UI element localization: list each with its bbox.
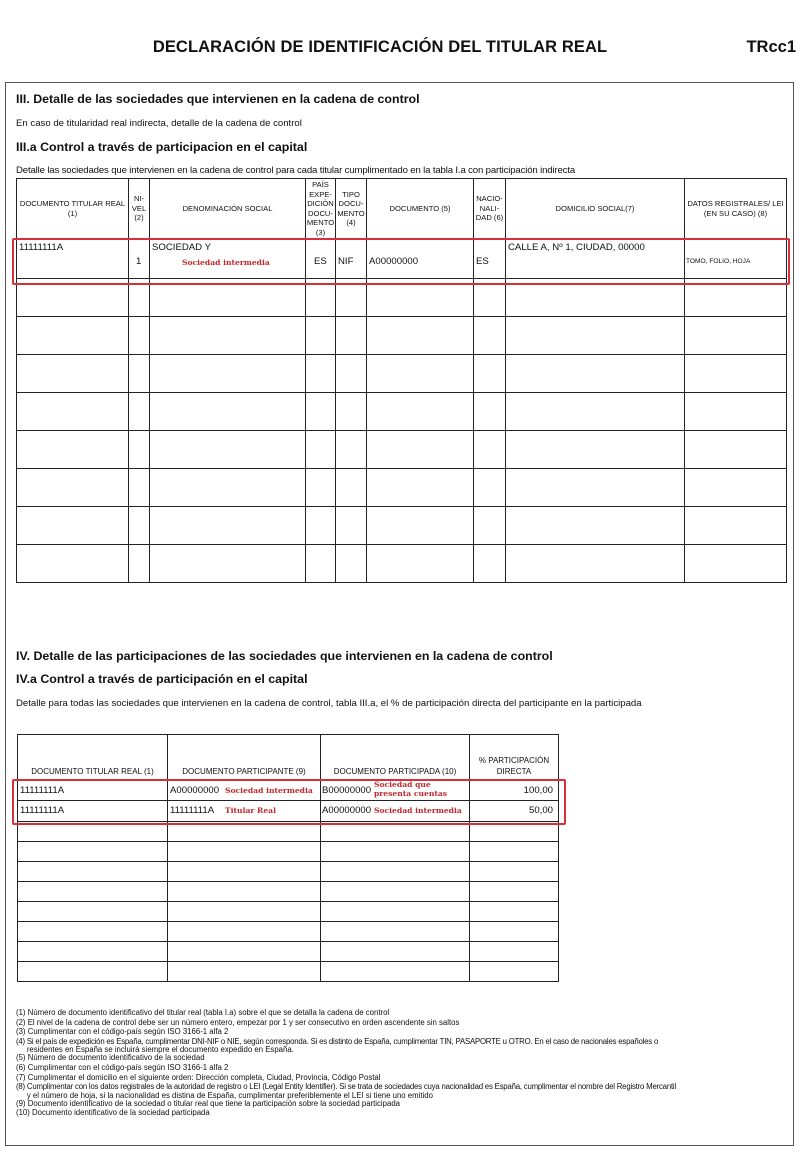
footnote: (3) Cumplimentar con el código-país según ISO 3166-1 alfa 2: [16, 1027, 229, 1037]
col-participada: DOCUMENTO PARTICIPADA (10): [321, 735, 470, 780]
col-pais: PAÍS EXPE- DICIÓN DOCU- MENTO (3): [306, 180, 335, 237]
section4-subheading: IV.a Control a través de participación en el capital: [16, 672, 308, 686]
footnote: y el número de hoja, si la nacionalidad es distina de España, cumplimentar preferiblemente el LEI si tiene uno emitido: [16, 1090, 433, 1100]
titular-value: 11111111A: [20, 805, 65, 816]
registrales-value: TOMO, FOLIO, HOJA: [686, 258, 751, 265]
col-documento: DOCUMENTO (5): [367, 179, 474, 239]
section3-description: Detalle las sociedades que intervienen en la cadena de control para cada titular cumplimentado en la tabla I.a con participación indirecta: [16, 165, 576, 176]
participante-annotation: Titular Real: [225, 806, 276, 815]
section4-description: Detalle para todas las sociedades que intervienen en la cadena de control, tabla III.a, el % de participación directa del participante en la participada: [16, 698, 642, 709]
col-documento-titular: DOCUMENTO TITULAR REAL (1): [17, 179, 129, 239]
participada-annotation: Sociedad que presenta cuentas: [374, 780, 448, 798]
denominacion-annotation: Sociedad intermedia: [182, 258, 270, 267]
domicilio-value: CALLE A, Nº 1, CIUDAD, 00000: [508, 242, 645, 253]
participada-value: A00000000: [322, 805, 372, 816]
table-row: [18, 842, 559, 862]
table-row: [17, 317, 787, 355]
participante-value: 11111111A: [170, 805, 215, 816]
participante-annotation: Sociedad intermedia: [225, 786, 313, 795]
titular-value: 11111111A: [20, 785, 65, 796]
form-code: TRcc1: [746, 38, 796, 56]
table-row: [18, 962, 559, 982]
participations-table: [17, 734, 559, 982]
col-nacionalidad: NACIO- NALI- DAD (6): [474, 179, 506, 239]
porcentaje-value: 100,00: [523, 785, 553, 796]
tipo-value: NIF: [338, 256, 354, 267]
footnote: (8) Cumplimentar con los datos registrales de la autoridad de registro o LEI (Legal Entity Identifier). Si se trata de sociedades cuya nacionalidad es España, cumplimentar el nombre del Registro Mercantil: [16, 1082, 676, 1092]
table-row: [18, 922, 559, 942]
table-row: [17, 469, 787, 507]
documento-titular-value: 11111111A: [19, 242, 64, 253]
page-title: DECLARACIÓN DE IDENTIFICACIÓN DEL TITULAR REAL: [152, 38, 608, 56]
table-row: [18, 862, 559, 882]
col-tipo: TIPO DOCU- MENTO (4): [336, 179, 367, 239]
highlight-box: [12, 238, 790, 285]
table-row: [17, 393, 787, 431]
pais-value: ES: [314, 256, 327, 267]
footnote: (9) Documento identificativo de la sociedad o titular real que tiene la participación sobre la sociedad participada: [16, 1098, 401, 1108]
footnotes: [16, 1008, 776, 1118]
footnote: (7) Cumplimentar el domicilio en el siguiente orden: Dirección completa, Ciudad, Provincia, Código Postal: [16, 1072, 381, 1082]
section3-intro: En caso de titularidad real indirecta, detalle de la cadena de control: [16, 118, 302, 129]
col-registrales: DATOS REGISTRALES/ LEI (EN SU CASO) (8): [685, 179, 787, 239]
table-row: [17, 507, 787, 545]
nivel-value: 1: [136, 256, 142, 267]
footnote: (10) Documento identificativo de la sociedad participada: [16, 1108, 210, 1118]
participada-value: B00000000: [322, 785, 372, 796]
porcentaje-value: 50,00: [528, 805, 553, 816]
footnote: (4) Si el país de expedición es España, cumplimentar DNI-NIF o NIE, según corresponda. Si es distinto de España, cumplimentar TIN, PASAPORTE u OTRO. En el caso de nacionales españoles o: [16, 1036, 659, 1046]
col-denominacion: DENOMINACIÓN SOCIAL: [150, 179, 306, 239]
footnote: (2) El nivel de la cadena de control debe ser un número entero, empezar por 1 y ser consecutivo en orden ascendente sin saltos: [16, 1017, 460, 1027]
table-row: [17, 545, 787, 583]
col-documento-titular: DOCUMENTO TITULAR REAL (1): [18, 735, 168, 780]
denominacion-value: SOCIEDAD Y: [152, 242, 212, 253]
documento-soc-value: A00000000: [369, 256, 419, 267]
col-porcentaje: % PARTICIPACIÓN DIRECTA: [470, 735, 559, 780]
table-row: [17, 355, 787, 393]
participante-value: A00000000: [170, 785, 220, 796]
footnote: (6) Cumplimentar con el código-país según ISO 3166-1 alfa 2: [16, 1062, 229, 1072]
section3-heading: III. Detalle de las sociedades que intervienen en la cadena de control: [16, 92, 420, 106]
participada-annotation: Sociedad intermedia: [374, 806, 462, 815]
col-domicilio: DOMICILIO SOCIAL(7): [506, 179, 685, 239]
footnote: residentes en España se incluirá siempre el documento expedido en España.: [16, 1045, 294, 1055]
footnote: (1) Número de documento identificativo del titular real (tabla I.a) sobre el que se detalla la cadena de control: [16, 1008, 390, 1017]
footnote: (5) Número de documento identificativo de la sociedad: [16, 1053, 205, 1063]
table-row: [18, 882, 559, 902]
col-participante: DOCUMENTO PARTICIPANTE (9): [168, 735, 321, 780]
table-row: [17, 431, 787, 469]
highlight-box: [12, 779, 566, 825]
nacionalidad-value: ES: [476, 256, 489, 267]
table-row: [18, 942, 559, 962]
col-nivel: NI- VEL (2): [129, 179, 150, 239]
section3-subheading: III.a Control a través de participacion en el capital: [16, 140, 308, 154]
section4-heading: IV. Detalle de las participaciones de las sociedades que intervienen en la cadena de control: [16, 649, 553, 663]
table-row: [18, 902, 559, 922]
